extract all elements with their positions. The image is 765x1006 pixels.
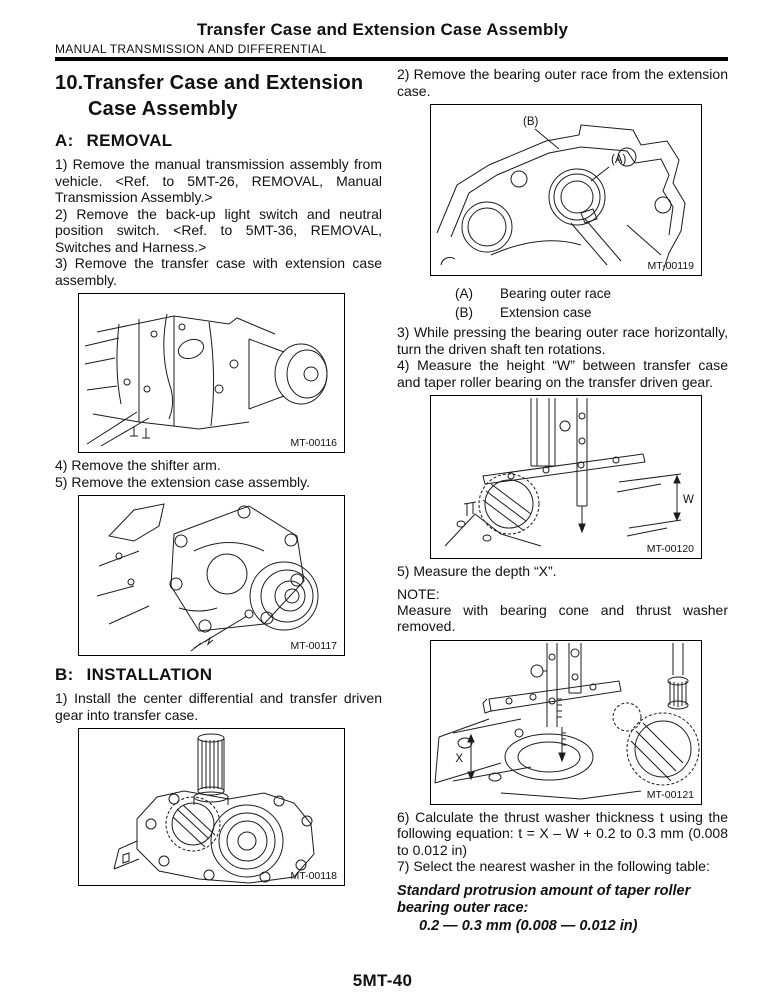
page-title: Transfer Case and Extension Case Assembly: [196, 20, 569, 39]
removal-step-5: 5) Remove the extension case assembly.: [55, 473, 310, 490]
note-label: NOTE:: [397, 585, 440, 602]
installation-step-1: 1) Install the center differential and transfer driven gear into transfer case.: [55, 690, 382, 723]
legend-row-a: [397, 284, 728, 303]
spec-value: 0.2 — 0.3 mm (0.008 — 0.012 in): [419, 917, 638, 934]
legend-text-b: Extension case: [500, 305, 592, 320]
removal-step-1: 1) Remove the manual transmission assembly from vehicle. <Ref. to 5MT-26, REMOVAL, Manual Transmission Assembly.>: [55, 156, 382, 205]
removal-step-5-right: 5) Measure the depth “X”.: [397, 563, 557, 579]
removal-heading-text: REMOVAL: [86, 131, 173, 150]
figure-legend: [397, 284, 728, 322]
dimension-w-label: W: [683, 494, 694, 506]
installation-heading-text: INSTALLATION: [86, 665, 213, 684]
installation-heading: [55, 665, 382, 685]
legend-key-a: (A): [455, 286, 473, 301]
extension-case-drawing: [79, 496, 344, 655]
section-heading: 10.Transfer Case and Extension Case Assembly: [55, 72, 364, 120]
removal-step-4: 4) Remove the shifter arm.: [55, 457, 221, 473]
page-footer: [0, 971, 765, 991]
removal-step-3: 3) Remove the transfer case with extension case assembly.: [55, 255, 382, 288]
removal-step-3-right: 3) While pressing the bearing outer race horizontally, turn the driven shaft ten rotations.: [397, 324, 728, 357]
figure-mt-00119: [430, 104, 702, 276]
chapter-label: MANUAL TRANSMISSION AND DIFFERENTIAL: [55, 42, 327, 56]
figure-callout-b: (B): [523, 116, 539, 128]
specification-block: [397, 883, 728, 936]
figure-mt-00120: [430, 395, 702, 559]
left-column: [55, 66, 382, 890]
figure-mt-00117: [78, 495, 345, 656]
figure-code: MT-00116: [290, 437, 337, 449]
figure-callout-a: (A): [611, 154, 627, 166]
legend-key-b: (B): [455, 305, 473, 320]
removal-step-4-right: 4) Measure the height “W” between transfer case and taper roller bearing on the transfer driven gear.: [397, 357, 728, 390]
removal-step-2-right: 2) Remove the bearing outer race from the extension case.: [397, 66, 728, 99]
removal-heading-letter: A:: [55, 131, 74, 150]
figure-code: MT-00118: [290, 870, 337, 882]
figure-code: MT-00121: [646, 788, 694, 801]
legend-text-a: Bearing outer race: [500, 286, 612, 301]
dimension-x-label: X: [455, 752, 463, 765]
figure-code: MT-00117: [290, 640, 337, 652]
figure-code: MT-00120: [646, 543, 694, 555]
removal-heading: [55, 131, 382, 151]
page-number: 5MT-40: [352, 971, 413, 990]
note-text: Measure with bearing cone and thrust washer removed.: [397, 601, 728, 634]
bearing-outer-race-drawing: [431, 105, 701, 275]
header-rule: [55, 57, 728, 61]
figure-mt-00121: [430, 640, 702, 805]
depth-x-measurement-drawing: [431, 641, 701, 804]
installation-step-6: 6) Calculate the thrust washer thickness t using the following equation: t = X – W + 0.2 to 0.3 mm (0.008 to 0.012 in): [397, 808, 728, 858]
height-w-measurement-drawing: [431, 396, 701, 558]
spec-title: Standard protrusion amount of taper roller bearing outer race:: [397, 882, 691, 916]
installation-step-7: 7) Select the nearest washer in the following table:: [397, 858, 710, 874]
figure-code: MT-00119: [647, 260, 694, 272]
figure-mt-00116: [78, 293, 345, 453]
right-column: [397, 66, 728, 935]
figure-mt-00118: [78, 728, 345, 886]
transmission-assembly-drawing: [79, 294, 344, 452]
removal-step-2: 2) Remove the back-up light switch and neutral position switch. <Ref. to 5MT-36, REMOVAL, Switches and Harness.>: [55, 205, 382, 255]
transfer-case-drawing: [79, 729, 344, 885]
legend-row-b: [397, 303, 728, 322]
installation-heading-letter: B:: [55, 665, 74, 684]
